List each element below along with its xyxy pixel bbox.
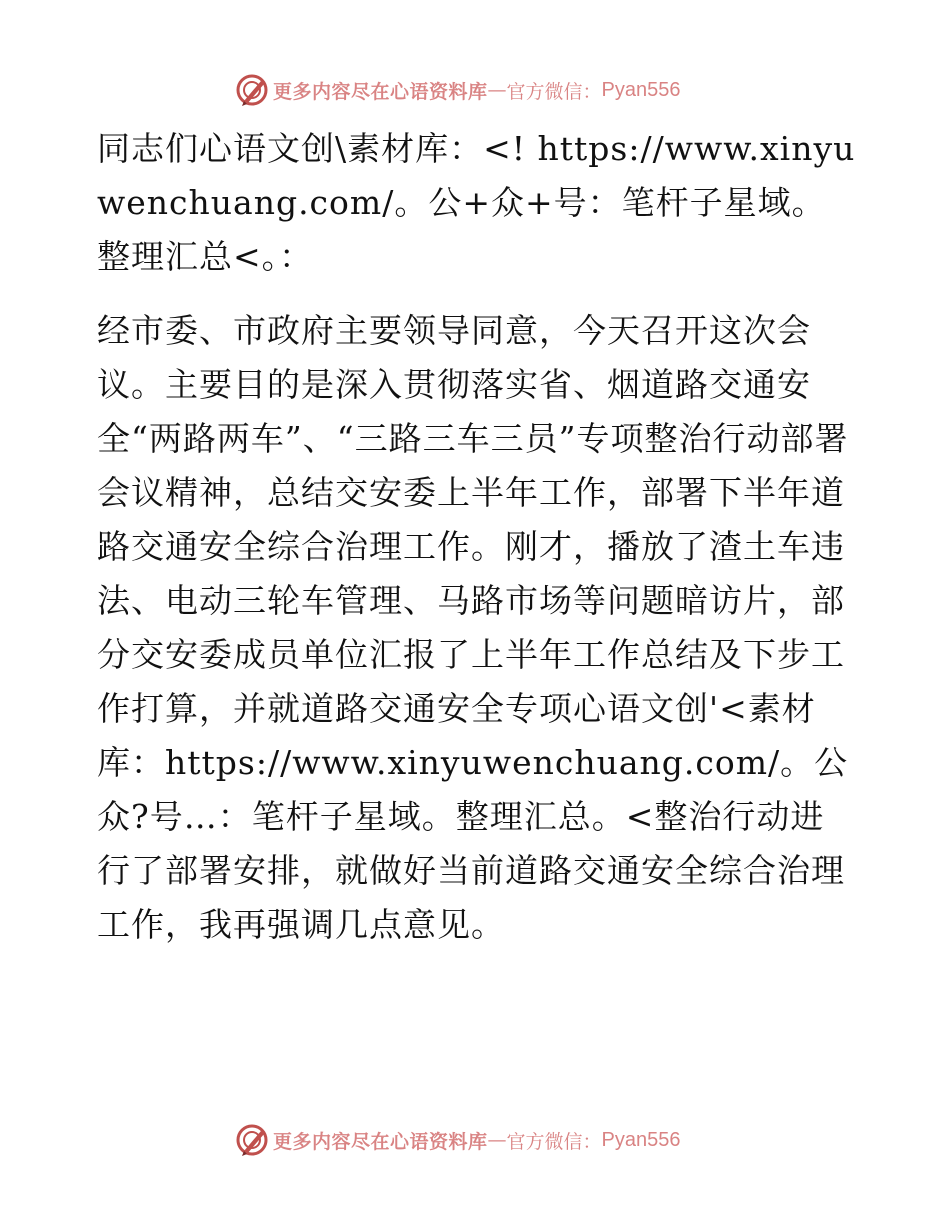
banner-account: Pyan556 xyxy=(601,78,681,101)
document-body xyxy=(97,122,857,952)
paragraph-intro: 同志们心语文创\素材库：<! https://www.xinyuwenchuang.com/。公+众+号：笔杆子星域。整理汇总<。： xyxy=(97,129,856,276)
pen-logo-icon xyxy=(235,73,269,107)
banner-official-label: 官方微信： xyxy=(506,1130,602,1153)
header-banner xyxy=(235,70,681,110)
pen-logo-icon xyxy=(235,1123,269,1157)
banner-separator: — xyxy=(487,1129,507,1151)
banner-main-text: 更多内容尽在心语资料库 xyxy=(273,1130,488,1153)
banner-account: Pyan556 xyxy=(601,1128,681,1151)
banner-separator: — xyxy=(487,79,507,101)
paragraph-main: 经市委、市政府主要领导同意，今天召开这次会议。主要目的是深入贯彻落实省、烟道路交通安全“两路两车”、“三路三车三员”专项整治行动部署会议精神，总结交安委上半年工作，部署下半年道路交通安全综合治理工作。刚才，播放了渣土车违法、电动三轮车管理、马路市场等问题暗访片，部分交安委成员单位汇报了上半年工作总结及下步工作打算，并就道路交通安全专项心语文创'<素材库：https://www.xinyuwenchuang.com/。公众?号…：笔杆子星域。整理汇总。<整治行动进行了部署安排，就做好当前道路交通安全综合治理工作，我再强调几点意见。 xyxy=(97,311,849,944)
banner-official-label: 官方微信： xyxy=(506,80,602,103)
footer-banner xyxy=(235,1120,681,1160)
banner-main-text: 更多内容尽在心语资料库 xyxy=(273,80,488,103)
